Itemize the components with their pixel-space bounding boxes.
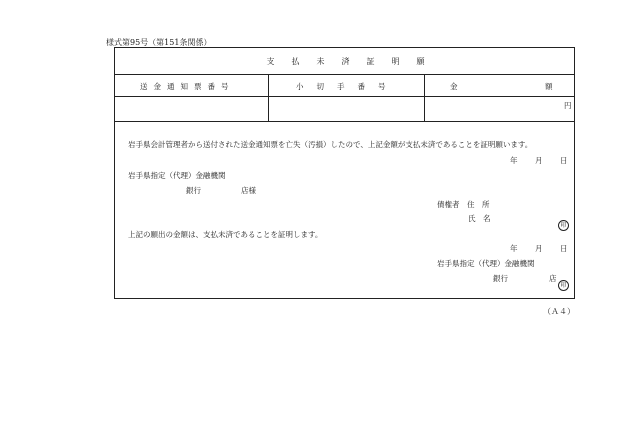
certify-text: 上記の願出の金額は、支払未済であることを証明します。	[128, 230, 323, 239]
form-number: 様式第95号（第151条関係）	[106, 38, 212, 47]
institution-label-2: 岩手県指定（代理）金融機関	[437, 259, 535, 268]
seal-icon: 印	[558, 212, 569, 231]
header-amount: 金	[450, 82, 458, 91]
request-text: 岩手県会計管理者から送付された送金通知票を亡失（汚損）したので、上記金額が支払未済であることを証明願います。	[128, 140, 533, 149]
value-row-divider	[115, 121, 574, 122]
header-remittance-no: 送金通知票番号	[140, 82, 235, 91]
branch-label-2: 店	[549, 274, 557, 283]
creditor-name-label: 氏 名	[468, 214, 491, 223]
form-frame	[114, 47, 575, 299]
column-divider-1	[268, 74, 269, 121]
branch-seal-icon: 印	[558, 272, 569, 291]
form-title: 支払未済証明願	[266, 57, 442, 66]
date-month: 月	[535, 156, 543, 165]
yen-unit: 円	[564, 101, 572, 110]
bank-label-2: 銀行	[493, 274, 508, 283]
bank-label: 銀行	[186, 186, 201, 195]
paper-size-label: （Ａ４）	[543, 307, 575, 316]
column-divider-2	[424, 74, 425, 121]
date-month-2: 月	[535, 244, 543, 253]
date-day: 日	[560, 156, 568, 165]
date-year-2: 年	[510, 244, 518, 253]
header-amount-right: 額	[545, 82, 553, 91]
date-day-2: 日	[560, 244, 568, 253]
institution-label: 岩手県指定（代理）金融機関	[128, 171, 226, 180]
creditor-address-label: 債権者 住 所	[437, 200, 490, 209]
date-year: 年	[510, 156, 518, 165]
branch-honorific: 店様	[241, 186, 256, 195]
header-divider	[115, 96, 574, 97]
header-check-no: 小切手番号	[296, 82, 399, 91]
title-divider	[115, 74, 574, 75]
